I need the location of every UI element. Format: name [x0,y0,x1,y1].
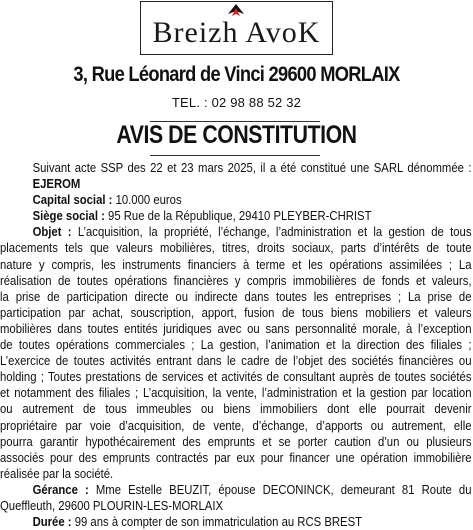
objet-line: pourra garantir hypothécairement des emprunts et se porter caution d’un ou plusieurs [0,434,472,449]
objet-line: Objet : L’acquisition, la propriété, l’échange, l’administration et la gestion de tous [32,225,472,240]
objet-line: de toutes opérations commerciales ; La gestion, l’animation et la direction des filiales ; [0,338,472,353]
duree-line: Durée : 99 ans à compter de son immatriculation au RCS BREST [32,515,363,530]
company-logo [140,1,333,55]
siege-line: Siège social : 95 Rue de la République, 29410 PLEYBER-CHRIST [32,209,372,224]
objet-line: la prise de participation directe ou indirecte dans toutes les entreprises ; La prise de [0,289,472,304]
capital-line: Capital social : 10.000 euros [32,193,182,208]
objet-line: propriétaire par voie d’acquisition, de vente, d’échange, d’apports ou autrement, elle [0,418,472,433]
objet-line: L’exercice de toutes activités entrant dans le cadre de l’objet des sociétés financières ou [0,354,472,369]
objet-line: ou autrement de tous immeubles ou biens immobiliers dont elle pourrait devenir [0,402,472,417]
objet-line: mobilières dans toutes entités juridiques avec ou sans personnalité morale, à l’exception [0,321,472,336]
address: 3, Rue Léonard de Vinci 29600 MORLAIX [73,63,400,86]
objet-line: holding ; Toutes prestations de services et activités de consultant auprès de toutes sociétés [0,370,472,385]
objet-line: et notamment des filiales ; L’acquisition, la vente, l’administration et la gestion par location [0,386,472,401]
objet-line: nature y compris, les instruments financiers à terme et les opérations assimilées ; La [0,257,472,272]
gerance-line: Gérance : Mme Estelle BEUZIT, épouse DECONINCK, demeurant 81 Route du [32,482,472,497]
objet-line: réalisée par la société. [0,466,114,481]
objet-line: réalisation de toutes opérations financières y compris immobilières de fonds et valeurs, [0,273,472,288]
company-name: EJEROM [32,177,81,192]
logo-text: Breizh AvoK [152,16,321,49]
title-bottom-rule [150,155,320,156]
objet-line: associés pour des emprunts contractés par eux pour financer une opération immobilière [0,450,472,465]
notice-body [0,160,473,530]
objet-line: participation par achat, souscription, apport, fusion de tous biens mobiliers et valeurs [0,305,472,320]
objet-line: placements tels que valeurs mobilières, titres, droits sociaux, parts d’intérêts de toute [0,241,472,256]
phone-number: TEL. : 02 98 88 52 32 [171,95,302,110]
intro-line: Suivant acte SSP des 22 et 23 mars 2025, il a été constitué une SARL dénommée : [32,161,472,175]
gerance-line: Queffleuth, 29600 PLOURIN-LES-MORLAIX [0,498,224,513]
notice-title: AVIS DE CONSTITUTION [116,121,357,149]
ermine-emblem-icon [228,4,244,16]
